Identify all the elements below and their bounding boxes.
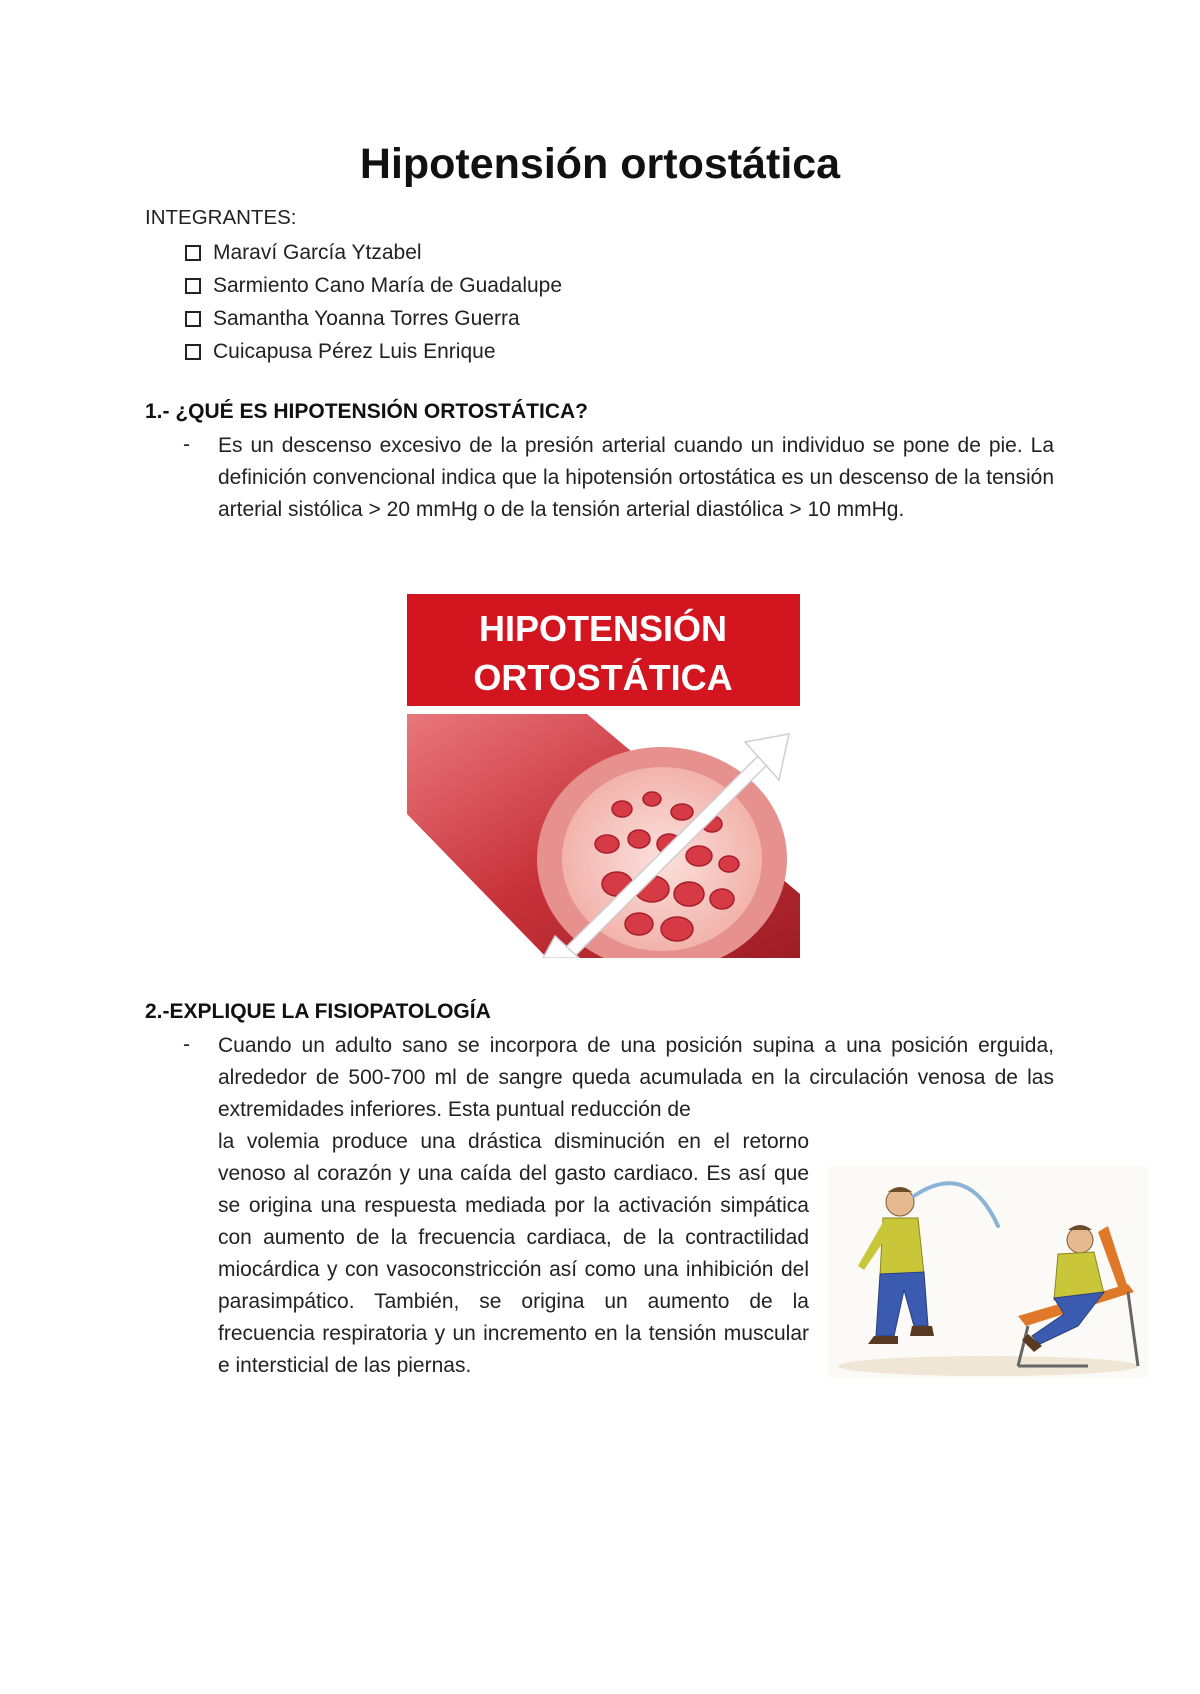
member-name: Cuicapusa Pérez Luis Enrique bbox=[213, 339, 496, 363]
members-list bbox=[185, 236, 562, 368]
bullet-dash: - bbox=[183, 433, 190, 456]
member-item bbox=[185, 269, 562, 302]
section-2-paragraph-wrapped: la volemia produce una drástica disminución en el retorno venoso al corazón y una caída del gasto cardiaco. Es así que se origina una respuesta mediada por la activación simpática con aumento de la frecuencia cardiaca, de la contractilidad miocárdica y con vasoconstricción así como una inhibición del parasimpático. También, se origina un aumento de la frecuencia respiratoria y un incremento en la tensión muscular e intersticial de las piernas. bbox=[218, 1130, 809, 1377]
section-2-paragraph-full: Cuando un adulto sano se incorpora de una posición supina a una posición erguida, alrededor de 500-700 ml de sangre queda acumulada en la circulación venosa de las extremidades inferiores. Esta puntual reducción de bbox=[218, 1034, 1054, 1121]
bullet-dash: - bbox=[183, 1033, 190, 1056]
standing-up-illustration bbox=[828, 1166, 1148, 1378]
member-item bbox=[185, 236, 562, 269]
member-name: Sarmiento Cano María de Guadalupe bbox=[213, 273, 563, 297]
checkbox-icon[interactable] bbox=[185, 245, 201, 261]
member-item bbox=[185, 302, 562, 335]
hypotension-banner-image bbox=[407, 594, 800, 958]
section-1-paragraph: Es un descenso excesivo de la presión arterial cuando un individuo se pone de pie. La definición convencional indica que la hipotensión ortostática es un descenso de la tensión arterial sistólica > 20 mmHg o de la tensión arterial diastólica > 10 mmHg. bbox=[218, 434, 1054, 521]
checkbox-icon[interactable] bbox=[185, 344, 201, 360]
banner-line-2: ORTOSTÁTICA bbox=[473, 657, 733, 698]
member-item bbox=[185, 335, 562, 368]
banner-line-1: HIPOTENSIÓN bbox=[478, 608, 728, 649]
checkbox-icon[interactable] bbox=[185, 311, 201, 327]
section-2-heading: 2.-EXPLIQUE LA FISIOPATOLOGÍA bbox=[145, 1000, 491, 1023]
member-name: Maraví García Ytzabel bbox=[213, 240, 422, 264]
member-name: Samantha Yoanna Torres Guerra bbox=[213, 306, 520, 330]
section-1-heading: 1.- ¿QUÉ ES HIPOTENSIÓN ORTOSTÁTICA? bbox=[145, 400, 588, 423]
checkbox-icon[interactable] bbox=[185, 278, 201, 294]
page-title: Hipotensión ortostática bbox=[359, 140, 841, 188]
members-label: INTEGRANTES: bbox=[145, 206, 297, 229]
